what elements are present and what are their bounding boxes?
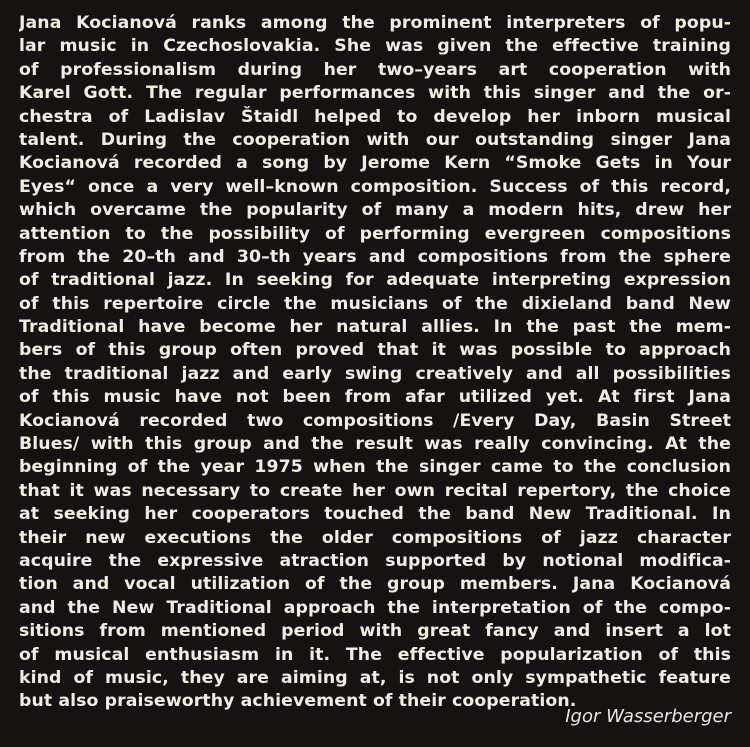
text-line: of traditional jazz. In seeking for adequate interpreting expression — [19, 270, 731, 291]
text-line: Kocianová recorded two compositions /Every Day, Basin Street — [19, 410, 731, 431]
author-signature: Igor Wasserberger — [565, 706, 731, 727]
text-line: of musical enthusiasm in it. The effective popularization of this — [19, 644, 731, 665]
liner-notes-body — [19, 12, 731, 714]
text-line: but also praiseworthy achievement of their cooperation. — [19, 691, 577, 712]
text-line: talent. During the cooperation with our outstanding singer Jana — [19, 129, 731, 150]
text-line: sitions from mentioned period with great fancy and insert a lot — [19, 621, 731, 642]
text-line: of this repertoire circle the musicians of the dixieland band New — [19, 293, 731, 314]
text-line: Jana Kocianová ranks among the prominent interpreters of popu- — [19, 13, 731, 33]
text-line: Karel Gott. The regular performances with this singer and the or- — [19, 83, 731, 104]
text-line: and the New Traditional approach the interpretation of the compo- — [19, 597, 731, 618]
text-line: the traditional jazz and early swing creatively and all possibilities — [19, 363, 731, 384]
text-line: tion and vocal utilization of the group members. Jana Kocianová — [19, 574, 731, 595]
text-line: that it was necessary to create her own recital repertory, the choice — [19, 480, 731, 501]
text-line: at seeking her cooperators touched the band New Traditional. In — [19, 504, 731, 525]
text-line: of professionalism during her two–years art cooperation with — [19, 59, 731, 80]
text-line: Traditional have become her natural allies. In the past the mem- — [19, 317, 731, 338]
text-line: lar music in Czechoslovakia. She was given the effective training — [19, 36, 731, 57]
text-line: beginning of the year 1975 when the singer came to the conclusion — [19, 457, 731, 478]
text-line: bers of this group often proved that it was possible to approach — [19, 340, 731, 361]
text-line: attention to the possibility of performing evergreen compositions — [19, 223, 731, 244]
text-line: their new executions the older compositions of jazz character — [19, 527, 731, 548]
text-line: which overcame the popularity of many a modern hits, drew her — [19, 200, 731, 221]
text-line: Kocianová recorded a song by Jerome Kern “Smoke Gets in Your — [19, 153, 731, 174]
text-line: of this music have not been from afar utilized yet. At first Jana — [19, 387, 731, 408]
text-line: Blues/ with this group and the result was really convincing. At the — [19, 434, 731, 455]
text-line: acquire the expressive atraction supported by notional modifica- — [19, 550, 731, 571]
text-line: chestra of Ladislav Štaidl helped to develop her inborn musical — [19, 106, 731, 127]
text-line: kind of music, they are aiming at, is not only sympathetic feature — [19, 667, 731, 688]
text-line: Eyes“ once a very well–known composition. Success of this record, — [19, 176, 731, 197]
text-line: from the 20–th and 30–th years and compositions from the sphere — [19, 246, 731, 267]
